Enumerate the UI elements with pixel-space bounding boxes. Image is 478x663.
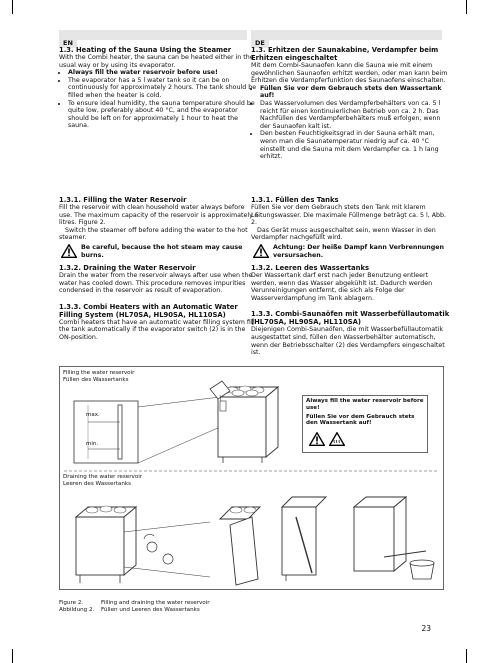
paragraph: Combi heaters that have an automatic water filling system fill the tank automatically if the evaporator switch (2) is in the ON-position. bbox=[59, 318, 255, 341]
bullet-item: • Always fill the water reservoir before use! bbox=[68, 69, 259, 77]
bullet-item: • Füllen Sie vor dem Gebrauch stets den Wassertank auf! bbox=[260, 85, 451, 100]
note-text-de: Füllen Sie vor dem Gebrauch stets den Wassertank auf! bbox=[306, 413, 415, 427]
min-label: min. bbox=[86, 441, 99, 447]
bullet-item: • The evaporator has a 5 l water tank so it can be on continuously for approximately 2 hours. The tank should be filled when the heater is cold. bbox=[68, 77, 259, 100]
heading-1-3-1-de: 1.3.1. Füllen des Tanks bbox=[251, 196, 339, 204]
column-en-lower bbox=[59, 196, 259, 342]
water-tank-gauge bbox=[74, 401, 138, 463]
paragraph: Diejenigen Combi-Saunaöfen, die mit Wasserbefüllautomatik ausgestattet sind, füllen den Wasserbehälter automatisch, wenn der Betriebsschalter (2) des Verdampfers eingeschaltet ist. bbox=[251, 326, 445, 357]
drain-step-3 bbox=[282, 497, 326, 581]
paragraph: Füllen Sie vor dem Gebrauch stets den Tank mit klarem Leitungswasser. Die maximale Füllmenge beträgt ca. 5 l, Abb. 2. bbox=[251, 204, 447, 227]
paragraph: Fill the reservoir with clean household water always before use. The maximum capacity of the reservoir is approximately 5 litres. Figure 2. bbox=[59, 204, 259, 227]
warning-text: Be careful, because the hot steam may cause burns. bbox=[81, 243, 243, 259]
drain-step-4 bbox=[354, 497, 434, 579]
bullet-item: • Das Wasservolumen des Verdampferbehälters von ca. 5 l reicht für einen kontinuierlichen Betrieb von ca. 2 h. Das Nachfüllen des Verdampferbehälters muß erfolgen, wenn der Saunaofen kalt ist. bbox=[260, 100, 451, 130]
column-de-lower bbox=[251, 196, 451, 357]
fill-label: Filling the water reservoir Füllen des Wassertanks bbox=[63, 370, 135, 383]
heading-1-3-1: 1.3.1. Filling the Water Reservoir bbox=[59, 196, 187, 204]
heading-1-3-2: 1.3.2. Draining the Water Reservoir bbox=[59, 263, 196, 272]
lang-bar-de bbox=[251, 30, 442, 47]
paragraph: Das Gerät muss ausgeschaltet sein, wenn Wasser in den Verdampfer nachgefüllt wird. bbox=[251, 226, 436, 242]
drain-label: Draining the water reservoir Leeren des Wassertanks bbox=[63, 474, 143, 487]
page-number: 23 bbox=[421, 624, 431, 633]
heading-1-3: 1.3. Heating of the Sauna Using the Steamer bbox=[59, 46, 232, 54]
lang-bar-en bbox=[59, 30, 247, 47]
note-box bbox=[302, 395, 428, 453]
paragraph: Mit dem Combi-Saunaofen kann die Sauna wie mit einem gewöhnlichen Saunaofen erhitzt werden, oder man kann beim Erhitzen die Verdampferfunktion des Saunaofens einschalten. bbox=[251, 62, 448, 85]
note-text-en: Always fill the water reservoir before use! bbox=[306, 398, 424, 411]
warning-text: Achtung: Der heiße Dampf kann Verbrennungen versursachen. bbox=[273, 243, 445, 259]
caption-text-de: Füllen und Leeren des Wassertanks bbox=[101, 606, 200, 613]
heading-1-3-de: 1.3. Erhitzen der Saunakabine, Verdampfer beim Erhitzen eingeschaltet bbox=[251, 46, 439, 62]
bullet-list bbox=[59, 69, 259, 130]
crop-mark bbox=[466, 649, 467, 663]
crop-mark bbox=[12, 0, 13, 14]
hot-steam-warning-icon bbox=[329, 432, 345, 446]
drain-step-1 bbox=[76, 506, 136, 583]
warning-triangle-icon bbox=[61, 244, 77, 258]
drain-valve-detail bbox=[124, 522, 210, 577]
level-tube bbox=[118, 405, 122, 459]
bullet-item: • Den besten Feuchtigkeitsgrad in der Sauna erhält man, wenn man die Saunatemperatur niedrig auf ca. 40 °C einstellt und die Sauna mit dem Verdampfer ca. 1 h lang erhitzt. bbox=[260, 130, 451, 160]
paragraph: With the Combi heater, the sauna can be heated either in the usual way or by using its evaporator. bbox=[59, 54, 254, 69]
warning-triangle-icon bbox=[309, 432, 325, 446]
paragraph: Switch the steamer off before adding the water to the hot steamer. bbox=[59, 226, 248, 242]
heading-1-3-2-de: 1.3.2. Leeren des Wassertanks bbox=[251, 263, 370, 272]
figure-2 bbox=[59, 366, 444, 590]
bullet-item: • To ensure ideal humidity, the sauna temperature should be quite low, preferably about 40 °C, and the evaporator should be left on for approximately 1 hour to heat the sauna. bbox=[68, 100, 259, 130]
caption-number-de: Abbildung 2. bbox=[59, 606, 95, 613]
bullet-list bbox=[251, 85, 451, 161]
crop-mark bbox=[466, 0, 467, 14]
heading-1-3-3: 1.3.3. Combi Heaters with an Automatic Water Filling System (HL70SA, HL90SA, HL110SA) bbox=[59, 302, 238, 319]
paragraph: Der Wassertank darf erst nach jeder Benutzung entleert werden, wenn das Wasser abgekühlt ist. Dadurch werden Verunreinigungen entfernt, die sich als Folge der Wasserverdampfung im Tank ablagern. bbox=[251, 271, 433, 302]
sauna-heater bbox=[218, 386, 278, 463]
warning-note bbox=[251, 244, 451, 260]
drain-step-2 bbox=[220, 507, 260, 585]
max-label: max. bbox=[86, 412, 100, 418]
figure-caption bbox=[59, 600, 210, 614]
caption-text-en: Filling and draining the water reservoir bbox=[101, 600, 210, 606]
heading-1-3-3-de: 1.3.3. Combi-Saunaöfen mit Wasserbefüllautomatik (HL70SA, HL90SA, HL110SA) bbox=[251, 310, 450, 327]
caption-number-en: Figure 2. bbox=[59, 600, 84, 606]
warning-triangle-icon bbox=[253, 244, 269, 258]
warning-note bbox=[59, 244, 259, 260]
column-de bbox=[251, 46, 451, 161]
lang-tag-de: DE bbox=[251, 38, 269, 48]
paragraph: Drain the water from the reservoir always after use when the water has cooled down. This procedure removes impurities condensed in the reservoir as result of evaporation. bbox=[59, 271, 253, 295]
column-en bbox=[59, 46, 259, 130]
lang-tag-en: EN bbox=[59, 38, 77, 48]
crop-mark bbox=[12, 649, 13, 663]
